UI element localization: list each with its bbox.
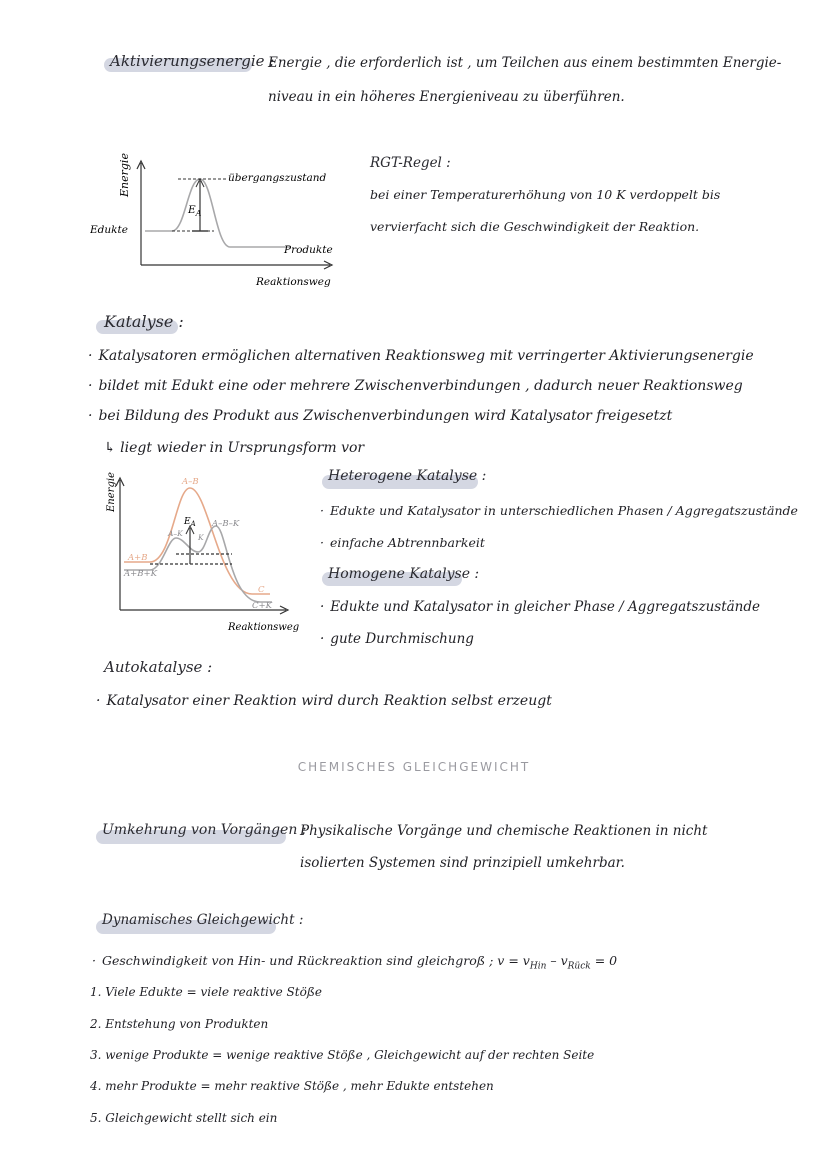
- dynamisch-step-5: 5. Gleichgewicht stellt sich ein: [90, 1111, 278, 1125]
- dynamisch-step-4: 4. mehr Produkte = mehr reaktive Stöße , mehr Edukte entstehen: [90, 1079, 494, 1093]
- diagram2-ab-peak: A–B: [182, 477, 199, 487]
- sub-rueck: Rück: [567, 961, 591, 972]
- activation-energy-diagram: [90, 145, 340, 295]
- diagram1-x-label: Reaktionsweg: [256, 276, 331, 288]
- diagram1-products-label: Produkte: [284, 244, 333, 256]
- sub-hin: Hin: [529, 961, 547, 972]
- autokatalyse-bullet: · Katalysator einer Reaktion wird durch Reaktion selbst erzeugt: [96, 693, 552, 709]
- rgt-line-2: vervierfacht sich die Geschwindigkeit der Reaktion.: [370, 219, 700, 234]
- energy-curve: [145, 179, 290, 247]
- dynamisch-bullet-text: Geschwindigkeit von Hin- und Rückreaktion sind gleichgroß ; v = v: [101, 953, 530, 968]
- dynamisch-step-3: 3. wenige Produkte = wenige reaktive Stöße , Gleichgewicht auf der rechten Seite: [90, 1048, 595, 1062]
- rgt-heading: RGT-Regel :: [370, 155, 451, 171]
- katalyse-bullet-2: · bildet mit Edukt eine oder mehrere Zwischenverbindungen , dadurch neuer Reaktionsweg: [88, 378, 743, 394]
- diagram2-k-label: K: [198, 533, 204, 542]
- minus: – v: [546, 953, 568, 968]
- diagram2-abk-level: A+B+K: [124, 569, 157, 579]
- diagram2-y-label: Energie: [106, 472, 117, 512]
- dynamisch-step-2: 2. Entstehung von Produkten: [90, 1017, 269, 1031]
- katalyse-heading: Katalyse :: [104, 312, 184, 331]
- diagram2-x-label: Reaktionsweg: [228, 622, 300, 633]
- dynamisch-step-1: 1. Viele Edukte = viele reaktive Stöße: [90, 985, 322, 999]
- diagram2-c-label: C: [258, 585, 265, 595]
- diagram2-ak-peak: A–K: [168, 529, 183, 538]
- umkehrung-line-2: isolierten Systemen sind prinzipiell umkehrbar.: [300, 855, 625, 871]
- heterogen-heading: Heterogene Katalyse :: [328, 468, 487, 484]
- catalysis-diagram: [90, 470, 300, 640]
- heterogen-bullet-1: · Edukte und Katalysator in unterschiedlichen Phasen / Aggregatszustände: [320, 503, 798, 518]
- section-title: CHEMISCHES GLEICHGEWICHT: [297, 760, 531, 774]
- diagram1-ea-label: $E_A$: [188, 204, 202, 218]
- heterogen-bullet-2: · einfache Abtrennbarkeit: [320, 535, 485, 550]
- umkehrung-heading: Umkehrung von Vorgängen :: [102, 822, 307, 838]
- katalyse-bullet-3: · bei Bildung des Produkt aus Zwischenverbindungen wird Katalysator freigesetzt: [88, 408, 672, 424]
- homogen-bullet-1: · Edukte und Katalysator in gleicher Phase / Aggregatszustände: [320, 599, 760, 615]
- aktivierung-line-2: niveau in ein höheres Energieniveau zu überführen.: [268, 89, 625, 105]
- diagram2-ck-label: C+K: [252, 601, 272, 611]
- diagram1-y-label: Energie: [118, 153, 131, 197]
- aktivierung-heading: Aktivierungsenergie :: [110, 52, 275, 70]
- rgt-line-1: bei einer Temperaturerhöhung von 10 K verdoppelt bis: [370, 187, 721, 202]
- umkehrung-line-1: Physikalische Vorgänge und chemische Reaktionen in nicht: [300, 823, 708, 839]
- katalyse-arrow-note: ↳ liegt wieder in Ursprungsform vor: [104, 440, 365, 456]
- diagram2-ea-label: $E_A$: [184, 517, 196, 528]
- diagram1-transition-label: übergangszustand: [228, 172, 327, 184]
- autokatalyse-heading: Autokatalyse :: [104, 658, 213, 676]
- diagram2-abk-peak: A–B–K: [212, 519, 240, 529]
- katalyse-bullet-1: · Katalysatoren ermöglichen alternativen Reaktionsweg mit verringerter Aktivierungsenergie: [88, 348, 754, 364]
- homogen-bullet-2: · gute Durchmischung: [320, 631, 474, 647]
- homogen-heading: Homogene Katalyse :: [328, 566, 480, 582]
- dynamisch-heading: Dynamisches Gleichgewicht :: [102, 912, 304, 928]
- diagram1-educts-label: Edukte: [90, 224, 128, 236]
- diagram2-ab-level: A+B: [128, 553, 148, 563]
- eq-zero: = 0: [590, 953, 618, 968]
- aktivierung-line-1: Energie , die erforderlich ist , um Teilchen aus einem bestimmten Energie-: [268, 55, 782, 71]
- dynamisch-bullet: [92, 953, 617, 972]
